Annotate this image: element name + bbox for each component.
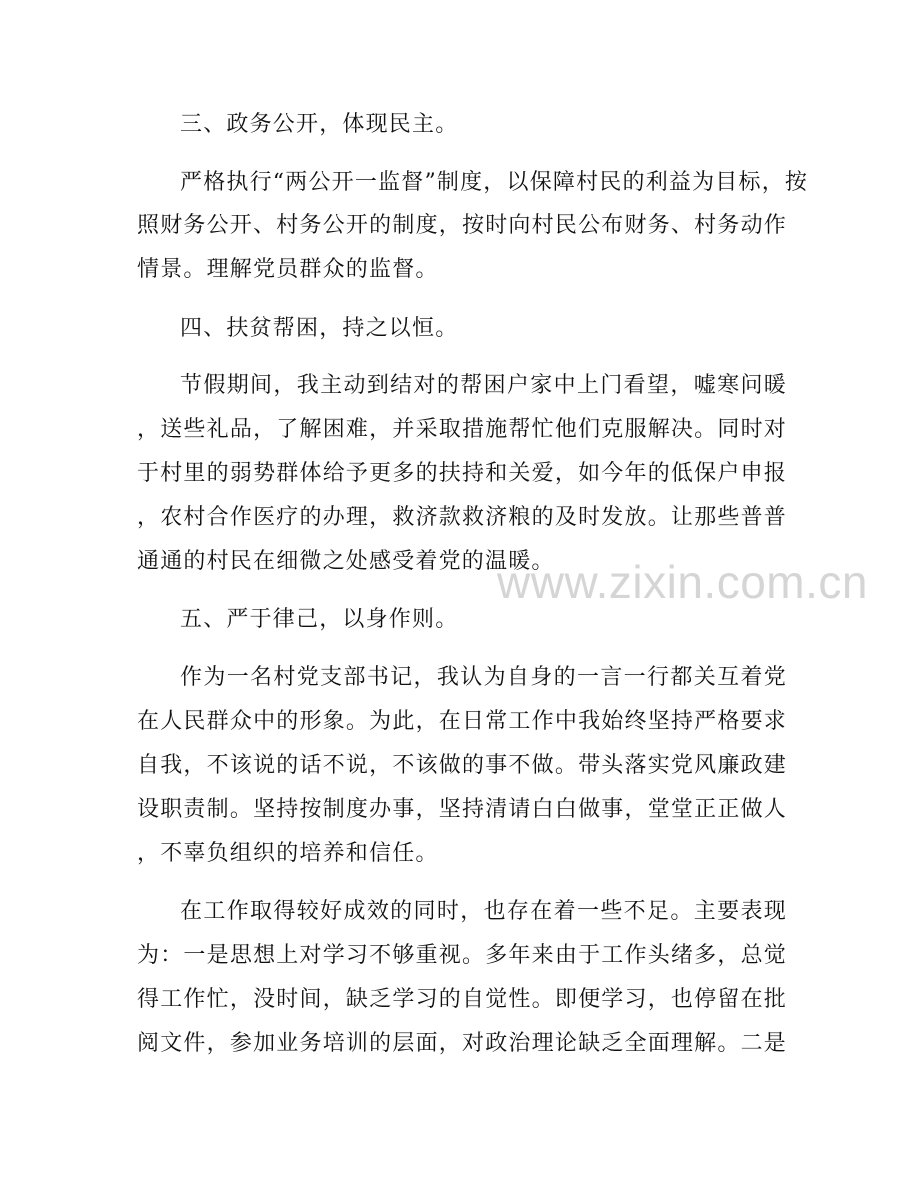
paragraph-line: 情景。理解党员群众的监督。 [137, 257, 439, 282]
paragraph-line: ，不辜负组织的培养和信任。 [137, 841, 439, 866]
paragraph-line: ，农村合作医疗的办理，救济款救济粮的及时发放。让那些普普 [137, 505, 787, 530]
paragraph-line: ，送些礼品，了解困难，并采取措施帮忙他们克服解决。同时对 [137, 417, 787, 442]
paragraph-line: 设职责制。坚持按制度办事，坚持清请白白做事，堂堂正正做人 [137, 797, 787, 822]
paragraph-line: 在工作取得较好成效的同时，也存在着一些不足。主要表现 [180, 899, 787, 924]
heading-4: 四、扶贫帮困，持之以恒。 [180, 316, 459, 341]
paragraph-line: 照财务公开、村务公开的制度，按时向村民公布财务、村务动作 [137, 213, 787, 238]
paragraph-line: 为：一是思想上对学习不够重视。多年来由于工作头绪多，总觉 [137, 943, 787, 968]
heading-5: 五、严于律己，以身作则。 [180, 607, 459, 632]
paragraph-line: 通通的村民在细微之处感受着党的温暖。 [137, 549, 555, 574]
paragraph-line: 节假期间，我主动到结对的帮困户家中上门看望，嘘寒问暖 [180, 373, 787, 398]
paragraph-line: 阅文件，参加业务培训的层面，对政治理论缺乏全面理解。二是 [137, 1031, 787, 1056]
paragraph-line: 于村里的弱势群体给予更多的扶持和关爱，如今年的低保户申报 [137, 461, 787, 486]
watermark-text: www.zixin.com.cn [497, 556, 868, 608]
heading-3: 三、政务公开，体现民主。 [180, 112, 459, 137]
paragraph-line: 作为一名村党支部书记，我认为自身的一言一行都关互着党 [180, 665, 787, 690]
paragraph-line: 自我，不该说的话不说，不该做的事不做。带头落实党风廉政建 [137, 753, 787, 778]
paragraph-line: 在人民群众中的形象。为此，在日常工作中我始终坚持严格要求 [137, 709, 787, 734]
paragraph-line: 严格执行“两公开一监督”制度，以保障村民的利益为目标，按 [180, 170, 809, 195]
paragraph-line: 得工作忙，没时间，缺乏学习的自觉性。即便学习，也停留在批 [137, 987, 787, 1012]
